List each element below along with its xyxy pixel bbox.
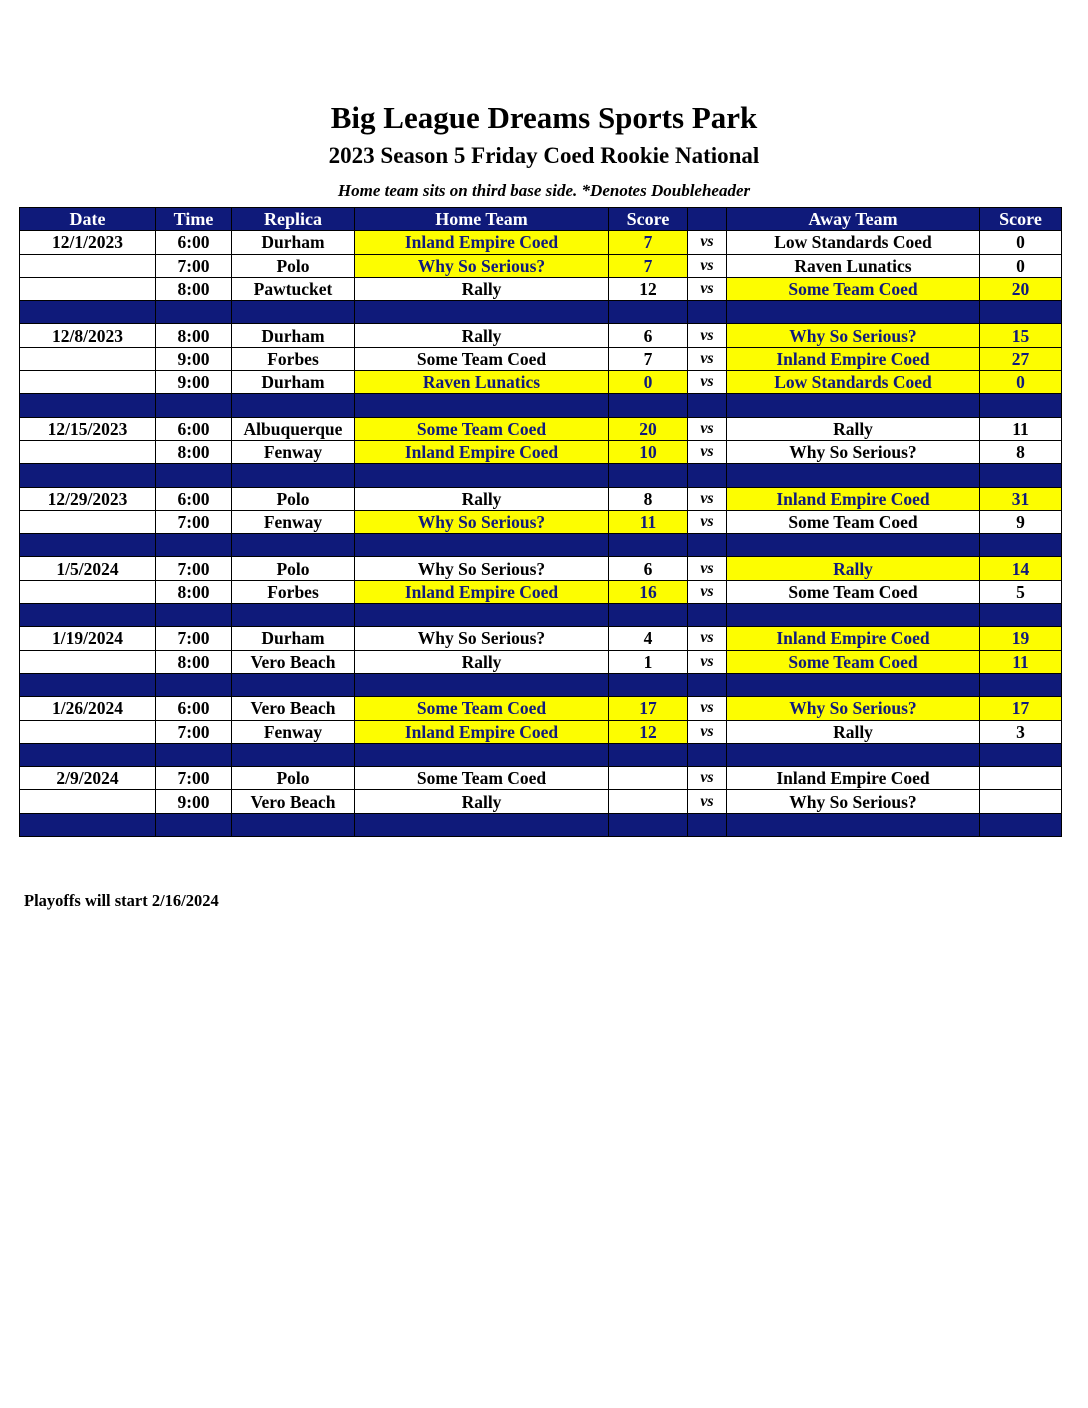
away-score-cell: 19	[980, 627, 1062, 650]
separator-cell	[727, 394, 980, 417]
col-home-team-header: Home Team	[355, 208, 609, 231]
away-score-cell: 8	[980, 440, 1062, 463]
date-cell: 12/1/2023	[20, 231, 156, 254]
home-team-cell: Why So Serious?	[355, 557, 609, 580]
home-score-cell: 10	[609, 440, 688, 463]
separator-cell	[688, 301, 727, 324]
vs-cell: vs	[688, 767, 727, 790]
separator-cell	[727, 604, 980, 627]
away-team-cell: Inland Empire Coed	[727, 347, 980, 370]
replica-cell: Vero Beach	[232, 697, 355, 720]
col-time-header: Time	[156, 208, 232, 231]
separator-cell	[688, 534, 727, 557]
vs-cell: vs	[688, 557, 727, 580]
date-cell	[20, 440, 156, 463]
separator-cell	[609, 604, 688, 627]
away-team-cell: Low Standards Coed	[727, 371, 980, 394]
date-cell: 12/8/2023	[20, 324, 156, 347]
time-cell: 8:00	[156, 440, 232, 463]
home-score-cell: 11	[609, 510, 688, 533]
date-cell	[20, 790, 156, 813]
away-score-cell: 20	[980, 277, 1062, 300]
home-score-cell: 7	[609, 231, 688, 254]
separator-cell	[980, 301, 1062, 324]
schedule-note: Home team sits on third base side. *Denotes Doubleheader	[337, 181, 751, 200]
vs-cell: vs	[688, 627, 727, 650]
away-score-cell: 5	[980, 580, 1062, 603]
date-cell: 1/19/2024	[20, 627, 156, 650]
home-team-cell: Rally	[355, 650, 609, 673]
home-team-cell: Raven Lunatics	[355, 371, 609, 394]
home-score-cell: 6	[609, 324, 688, 347]
home-team-cell: Why So Serious?	[355, 254, 609, 277]
date-cell: 1/26/2024	[20, 697, 156, 720]
table-row	[20, 324, 1062, 347]
separator-cell	[355, 394, 609, 417]
home-score-cell: 0	[609, 371, 688, 394]
away-score-cell: 0	[980, 231, 1062, 254]
table-row	[20, 510, 1062, 533]
separator-cell	[20, 394, 156, 417]
time-cell: 9:00	[156, 347, 232, 370]
vs-cell: vs	[688, 417, 727, 440]
away-team-cell: Why So Serious?	[727, 697, 980, 720]
separator-cell	[355, 301, 609, 324]
away-team-cell: Some Team Coed	[727, 580, 980, 603]
separator-row	[20, 301, 1062, 324]
date-cell: 12/29/2023	[20, 487, 156, 510]
replica-cell: Vero Beach	[232, 650, 355, 673]
time-cell: 7:00	[156, 510, 232, 533]
vs-cell: vs	[688, 277, 727, 300]
away-team-cell: Why So Serious?	[727, 440, 980, 463]
separator-cell	[20, 534, 156, 557]
separator-cell	[20, 673, 156, 696]
separator-row	[20, 743, 1062, 766]
away-score-cell: 11	[980, 650, 1062, 673]
separator-cell	[232, 604, 355, 627]
time-cell: 8:00	[156, 650, 232, 673]
home-team-cell: Rally	[355, 324, 609, 347]
time-cell: 8:00	[156, 277, 232, 300]
table-header-row	[20, 208, 1062, 231]
separator-cell	[609, 301, 688, 324]
separator-cell	[20, 464, 156, 487]
vs-cell: vs	[688, 790, 727, 813]
replica-cell: Fenway	[232, 720, 355, 743]
playoffs-note: Playoffs will start 2/16/2024	[24, 891, 219, 910]
separator-cell	[980, 743, 1062, 766]
home-score-cell: 6	[609, 557, 688, 580]
page-title: Big League Dreams Sports Park	[330, 100, 758, 135]
table-row	[20, 650, 1062, 673]
table-row	[20, 720, 1062, 743]
away-team-cell: Raven Lunatics	[727, 254, 980, 277]
home-team-cell: Rally	[355, 277, 609, 300]
separator-cell	[232, 301, 355, 324]
date-cell	[20, 277, 156, 300]
replica-cell: Durham	[232, 231, 355, 254]
vs-cell: vs	[688, 487, 727, 510]
home-score-cell: 16	[609, 580, 688, 603]
separator-cell	[688, 394, 727, 417]
separator-cell	[688, 464, 727, 487]
vs-cell: vs	[688, 697, 727, 720]
separator-cell	[232, 534, 355, 557]
time-cell: 8:00	[156, 580, 232, 603]
separator-cell	[156, 301, 232, 324]
time-cell: 7:00	[156, 254, 232, 277]
table-row	[20, 371, 1062, 394]
separator-cell	[609, 743, 688, 766]
separator-cell	[980, 534, 1062, 557]
table-row	[20, 767, 1062, 790]
separator-cell	[727, 673, 980, 696]
replica-cell: Fenway	[232, 510, 355, 533]
separator-cell	[355, 743, 609, 766]
away-score-cell: 9	[980, 510, 1062, 533]
home-team-cell: Inland Empire Coed	[355, 580, 609, 603]
time-cell: 9:00	[156, 371, 232, 394]
away-team-cell: Some Team Coed	[727, 277, 980, 300]
separator-row	[20, 673, 1062, 696]
home-score-cell: 12	[609, 720, 688, 743]
away-score-cell: 0	[980, 371, 1062, 394]
home-score-cell: 8	[609, 487, 688, 510]
replica-cell: Polo	[232, 767, 355, 790]
table-row	[20, 417, 1062, 440]
vs-cell: vs	[688, 231, 727, 254]
separator-cell	[688, 813, 727, 836]
home-team-cell: Some Team Coed	[355, 347, 609, 370]
home-team-cell: Rally	[355, 487, 609, 510]
separator-cell	[727, 534, 980, 557]
separator-cell	[156, 534, 232, 557]
away-score-cell: 0	[980, 254, 1062, 277]
home-score-cell: 4	[609, 627, 688, 650]
date-cell	[20, 347, 156, 370]
time-cell: 6:00	[156, 697, 232, 720]
separator-cell	[727, 301, 980, 324]
separator-cell	[980, 813, 1062, 836]
separator-cell	[980, 604, 1062, 627]
separator-cell	[727, 743, 980, 766]
separator-cell	[688, 743, 727, 766]
home-team-cell: Why So Serious?	[355, 627, 609, 650]
table-row	[20, 347, 1062, 370]
separator-cell	[355, 534, 609, 557]
home-score-cell: 17	[609, 697, 688, 720]
table-row	[20, 231, 1062, 254]
separator-cell	[609, 813, 688, 836]
table-row	[20, 790, 1062, 813]
away-score-cell: 14	[980, 557, 1062, 580]
separator-cell	[156, 464, 232, 487]
separator-cell	[688, 673, 727, 696]
date-cell	[20, 650, 156, 673]
away-score-cell: 17	[980, 697, 1062, 720]
time-cell: 6:00	[156, 487, 232, 510]
separator-cell	[20, 604, 156, 627]
separator-cell	[609, 394, 688, 417]
date-cell: 1/5/2024	[20, 557, 156, 580]
home-team-cell: Some Team Coed	[355, 697, 609, 720]
away-team-cell: Why So Serious?	[727, 324, 980, 347]
away-team-cell: Low Standards Coed	[727, 231, 980, 254]
time-cell: 7:00	[156, 627, 232, 650]
away-team-cell: Inland Empire Coed	[727, 767, 980, 790]
separator-cell	[355, 604, 609, 627]
separator-cell	[20, 301, 156, 324]
separator-cell	[232, 813, 355, 836]
replica-cell: Polo	[232, 254, 355, 277]
date-cell: 2/9/2024	[20, 767, 156, 790]
away-team-cell: Rally	[727, 720, 980, 743]
replica-cell: Albuquerque	[232, 417, 355, 440]
schedule-table	[19, 207, 1062, 837]
col-home-score-header: Score	[609, 208, 688, 231]
separator-cell	[232, 394, 355, 417]
table-row	[20, 557, 1062, 580]
home-team-cell: Inland Empire Coed	[355, 231, 609, 254]
away-team-cell: Some Team Coed	[727, 650, 980, 673]
date-cell	[20, 254, 156, 277]
separator-cell	[156, 394, 232, 417]
table-row	[20, 440, 1062, 463]
separator-cell	[609, 673, 688, 696]
vs-cell: vs	[688, 371, 727, 394]
vs-cell: vs	[688, 650, 727, 673]
replica-cell: Polo	[232, 557, 355, 580]
vs-cell: vs	[688, 510, 727, 533]
separator-cell	[232, 673, 355, 696]
separator-cell	[727, 464, 980, 487]
separator-cell	[156, 604, 232, 627]
table-row	[20, 277, 1062, 300]
separator-cell	[355, 673, 609, 696]
home-team-cell: Inland Empire Coed	[355, 440, 609, 463]
away-team-cell: Rally	[727, 557, 980, 580]
vs-cell: vs	[688, 254, 727, 277]
vs-cell: vs	[688, 324, 727, 347]
replica-cell: Vero Beach	[232, 790, 355, 813]
away-team-cell: Why So Serious?	[727, 790, 980, 813]
time-cell: 7:00	[156, 557, 232, 580]
away-score-cell: 3	[980, 720, 1062, 743]
replica-cell: Durham	[232, 324, 355, 347]
table-row	[20, 580, 1062, 603]
time-cell: 6:00	[156, 231, 232, 254]
table-row	[20, 697, 1062, 720]
home-team-cell: Some Team Coed	[355, 767, 609, 790]
col-away-score-header: Score	[980, 208, 1062, 231]
separator-cell	[980, 673, 1062, 696]
separator-cell	[980, 394, 1062, 417]
away-score-cell	[980, 790, 1062, 813]
home-team-cell: Rally	[355, 790, 609, 813]
away-score-cell: 27	[980, 347, 1062, 370]
separator-cell	[20, 743, 156, 766]
time-cell: 9:00	[156, 790, 232, 813]
home-score-cell	[609, 767, 688, 790]
separator-cell	[980, 464, 1062, 487]
table-row	[20, 254, 1062, 277]
date-cell	[20, 720, 156, 743]
separator-cell	[727, 813, 980, 836]
separator-cell	[20, 813, 156, 836]
separator-cell	[355, 464, 609, 487]
time-cell: 7:00	[156, 767, 232, 790]
away-score-cell	[980, 767, 1062, 790]
separator-cell	[609, 534, 688, 557]
home-team-cell: Some Team Coed	[355, 417, 609, 440]
time-cell: 6:00	[156, 417, 232, 440]
separator-row	[20, 813, 1062, 836]
separator-cell	[232, 743, 355, 766]
separator-cell	[156, 813, 232, 836]
separator-row	[20, 604, 1062, 627]
home-score-cell: 7	[609, 254, 688, 277]
table-row	[20, 487, 1062, 510]
col-date-header: Date	[20, 208, 156, 231]
separator-row	[20, 394, 1062, 417]
vs-cell: vs	[688, 347, 727, 370]
away-team-cell: Some Team Coed	[727, 510, 980, 533]
away-score-cell: 15	[980, 324, 1062, 347]
date-cell	[20, 580, 156, 603]
separator-cell	[156, 673, 232, 696]
home-team-cell: Inland Empire Coed	[355, 720, 609, 743]
replica-cell: Durham	[232, 627, 355, 650]
separator-cell	[355, 813, 609, 836]
away-team-cell: Inland Empire Coed	[727, 627, 980, 650]
date-cell	[20, 510, 156, 533]
col-replica-header: Replica	[232, 208, 355, 231]
separator-cell	[688, 604, 727, 627]
col-away-team-header: Away Team	[727, 208, 980, 231]
home-score-cell: 12	[609, 277, 688, 300]
replica-cell: Forbes	[232, 347, 355, 370]
separator-row	[20, 464, 1062, 487]
away-team-cell: Inland Empire Coed	[727, 487, 980, 510]
away-score-cell: 31	[980, 487, 1062, 510]
date-cell: 12/15/2023	[20, 417, 156, 440]
separator-cell	[156, 743, 232, 766]
table-row	[20, 627, 1062, 650]
vs-cell: vs	[688, 580, 727, 603]
time-cell: 8:00	[156, 324, 232, 347]
time-cell: 7:00	[156, 720, 232, 743]
replica-cell: Fenway	[232, 440, 355, 463]
home-score-cell: 1	[609, 650, 688, 673]
home-score-cell	[609, 790, 688, 813]
date-cell	[20, 371, 156, 394]
page-subtitle: 2023 Season 5 Friday Coed Rookie National	[328, 143, 760, 168]
replica-cell: Pawtucket	[232, 277, 355, 300]
separator-cell	[232, 464, 355, 487]
replica-cell: Forbes	[232, 580, 355, 603]
vs-cell: vs	[688, 440, 727, 463]
replica-cell: Durham	[232, 371, 355, 394]
home-score-cell: 7	[609, 347, 688, 370]
home-score-cell: 20	[609, 417, 688, 440]
away-score-cell: 11	[980, 417, 1062, 440]
away-team-cell: Rally	[727, 417, 980, 440]
separator-cell	[609, 464, 688, 487]
vs-cell: vs	[688, 720, 727, 743]
col-vs-header	[688, 208, 727, 231]
separator-row	[20, 534, 1062, 557]
replica-cell: Polo	[232, 487, 355, 510]
home-team-cell: Why So Serious?	[355, 510, 609, 533]
